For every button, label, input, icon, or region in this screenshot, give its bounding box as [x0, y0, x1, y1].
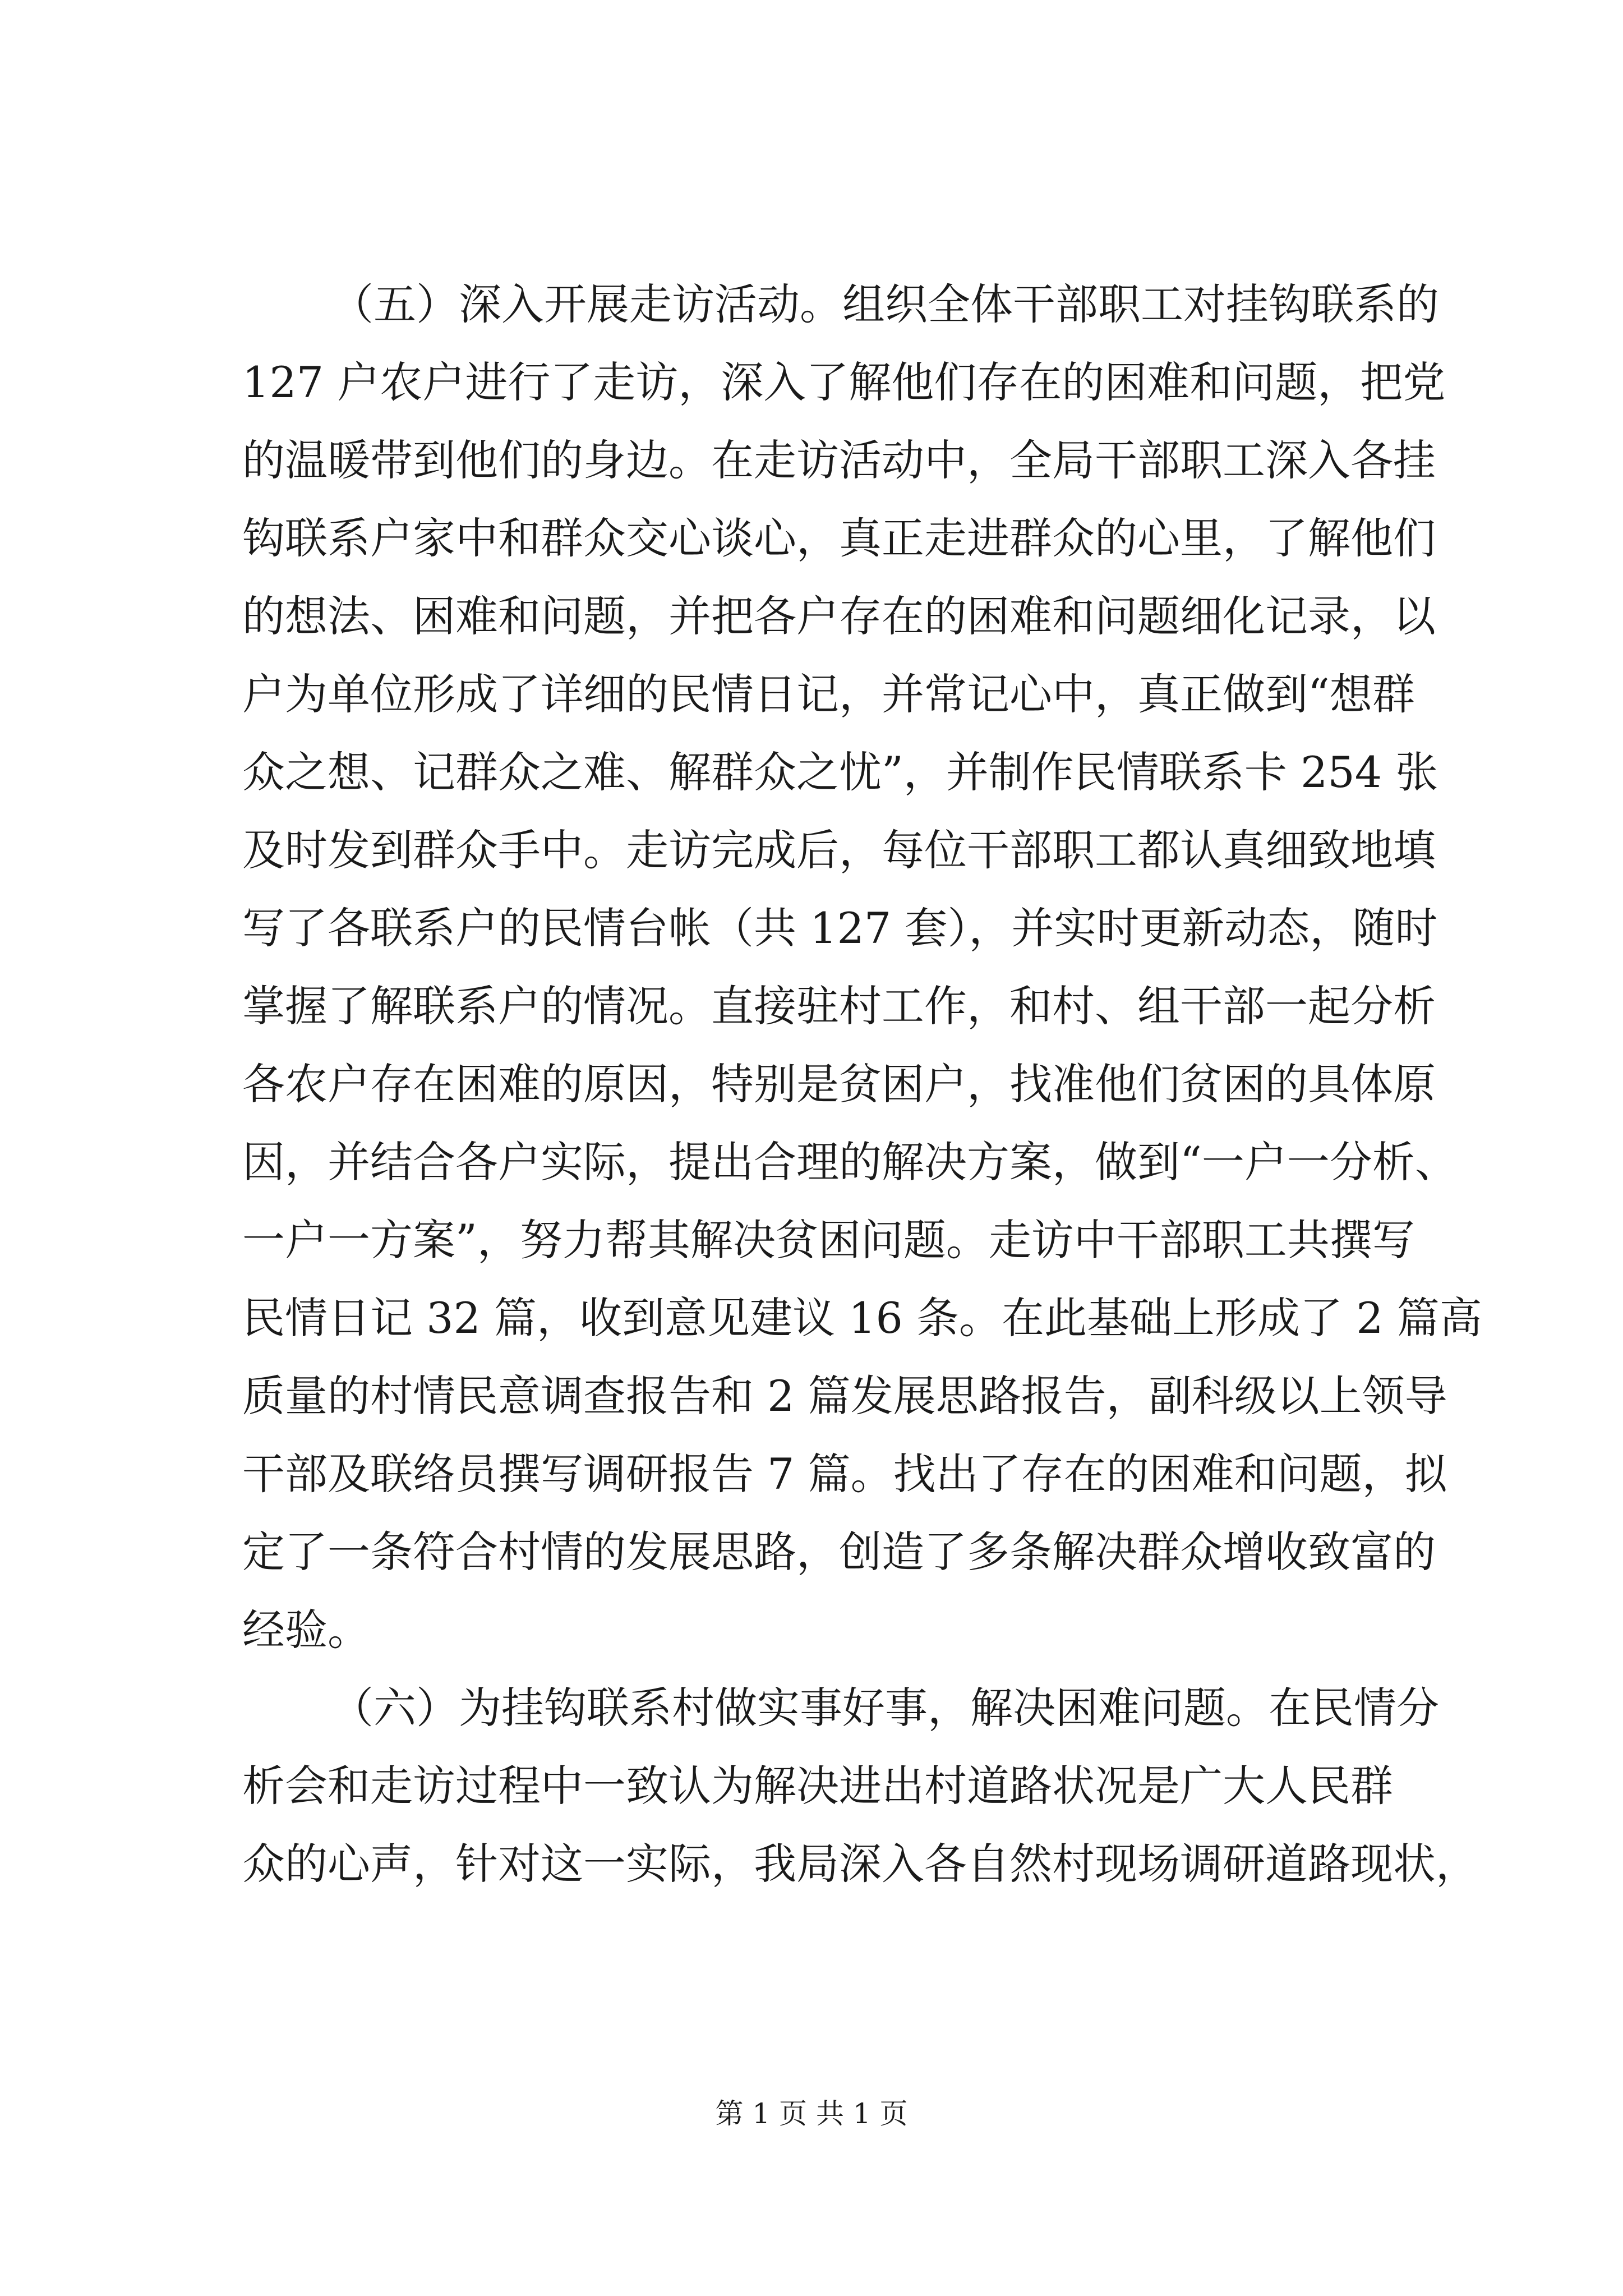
paragraph-5-line-6: 户为单位形成了详细的民情日记，并常记心中，真正做到“想群 [242, 669, 1415, 719]
paragraph-6-line-3: 众的心声，针对这一实际，我局深入各自然村现场调研道路现状， [242, 1839, 1478, 1889]
paragraph-5-line-7: 众之想、记群众之难、解群众之忧”，并制作民情联系卡 254 张 [242, 747, 1438, 797]
paragraph-5-line-4: 钩联系户家中和群众交心谈心，真正走进群众的心里，了解他们 [242, 513, 1436, 563]
paragraph-5-line-11: 各农户存在困难的原因，特别是贫困户，找准他们贫困的具体原 [242, 1059, 1436, 1109]
paragraph-5-line-15: 质量的村情民意调查报告和 2 篇发展思路报告，副科级以上领导 [242, 1371, 1447, 1421]
paragraph-5-line-13: 一户一方案”，努力帮其解决贫困问题。走访中干部职工共撰写 [242, 1215, 1415, 1265]
paragraph-5-line-16: 干部及联络员撰写调研报告 7 篇。找出了存在的困难和问题，拟 [242, 1449, 1447, 1499]
paragraph-5-line-3: 的温暖带到他们的身边。在走访活动中，全局干部职工深入各挂 [242, 435, 1436, 485]
paragraph-6-line-1: （六）为挂钩联系村做实事好事，解决困难问题。在民情分 [331, 1683, 1439, 1733]
paragraph-5-line-12: 因，并结合各户实际，提出合理的解决方案，做到“一户一分析、 [242, 1137, 1458, 1187]
paragraph-5-line-9: 写了各联系户的民情台帐（共 127 套），并实时更新动态，随时 [242, 903, 1438, 953]
paragraph-6-line-2: 析会和走访过程中一致认为解决进出村道路状况是广大人民群 [242, 1761, 1393, 1811]
paragraph-5-line-17: 定了一条符合村情的发展思路，创造了多条解决群众增收致富的 [242, 1527, 1436, 1577]
paragraph-5-line-5: 的想法、困难和问题，并把各户存在的困难和问题细化记录，以 [242, 591, 1436, 641]
paragraph-5-line-8: 及时发到群众手中。走访完成后，每位干部职工都认真细致地填 [242, 825, 1436, 875]
paragraph-5-line-10: 掌握了解联系户的情况。直接驻村工作，和村、组干部一起分析 [242, 981, 1436, 1031]
paragraph-5-line-2: 127 户农户进行了走访，深入了解他们存在的困难和问题，把党 [242, 357, 1446, 407]
paragraph-5-line-1: （五）深入开展走访活动。组织全体干部职工对挂钩联系的 [331, 279, 1439, 329]
paragraph-5-line-14: 民情日记 32 篇，收到意见建议 16 条。在此基础上形成了 2 篇高 [242, 1293, 1482, 1343]
paragraph-5-line-18: 经验。 [242, 1605, 370, 1655]
page-footer: 第 1 页 共 1 页 [715, 2097, 908, 2130]
